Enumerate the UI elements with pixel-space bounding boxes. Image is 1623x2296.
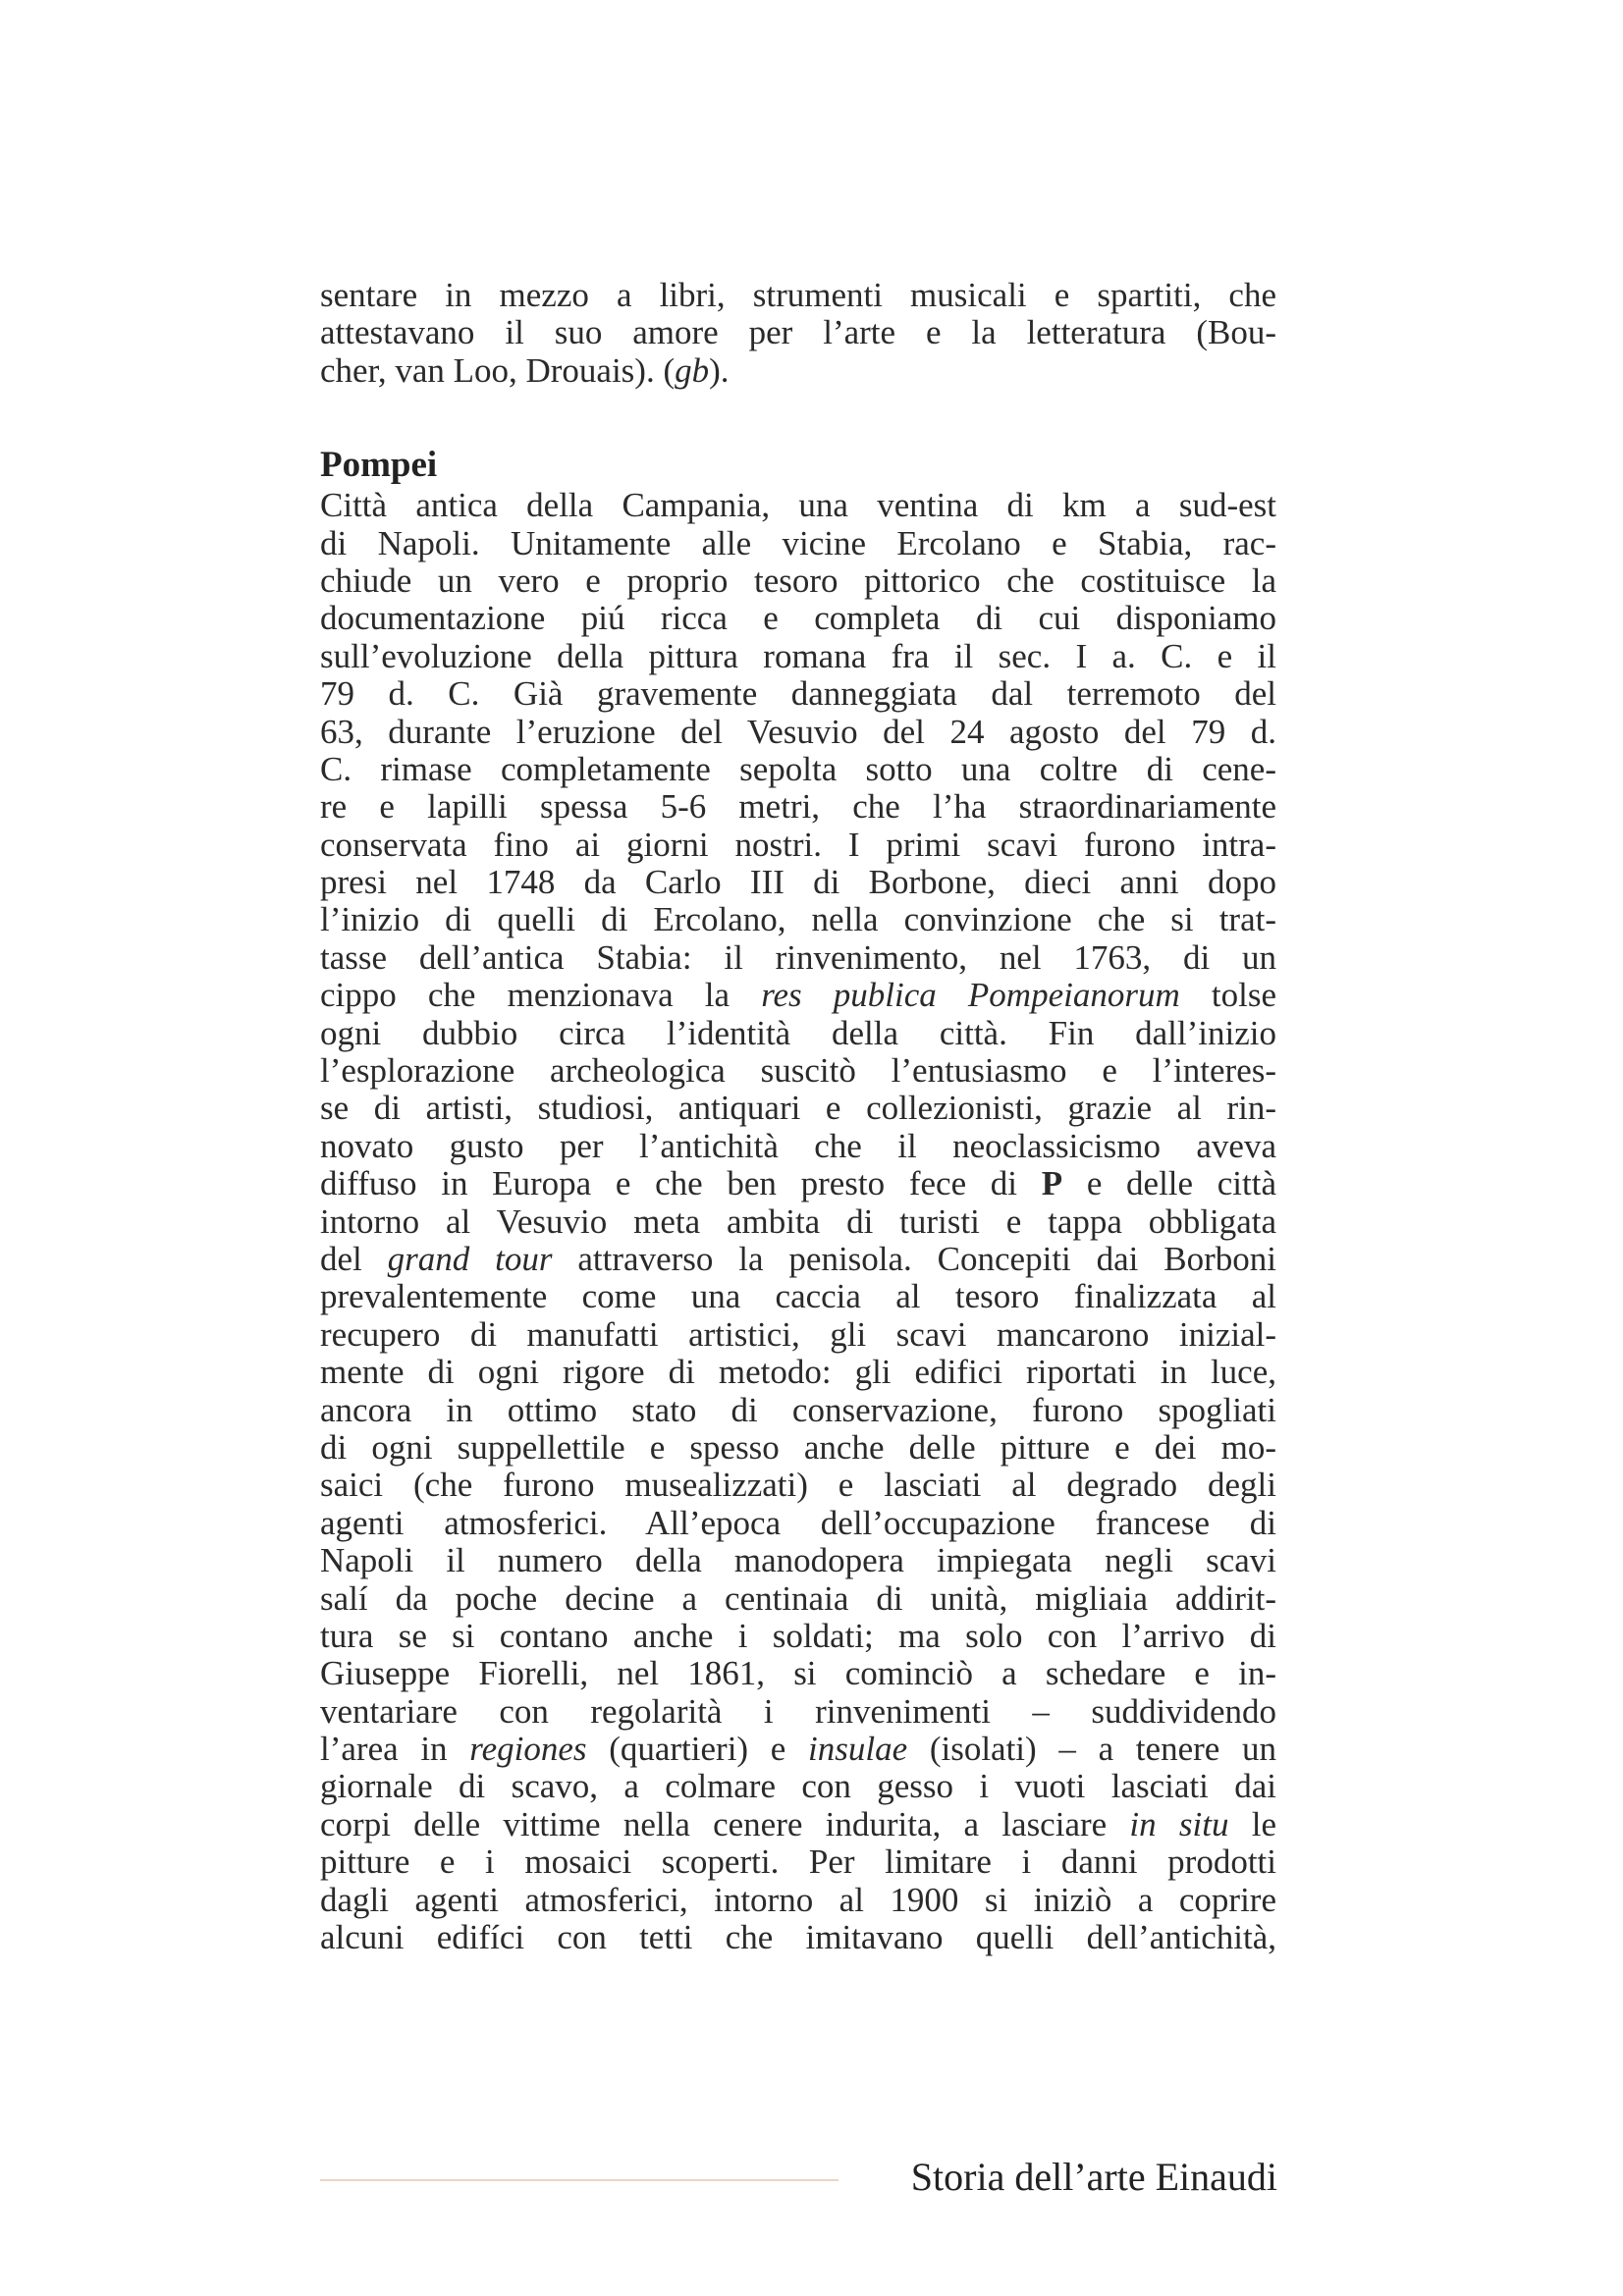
text-line: Napoli il numero della manodopera impiegata negli scavi [320, 1541, 1276, 1580]
text-line: chiude un vero e proprio tesoro pittorico che costituisce la [320, 561, 1276, 600]
text-line: novato gusto per l’antichità che il neoclassicismo aveva [320, 1126, 1276, 1165]
text-line: tasse dell’antica Stabia: il rinvenimento, nel 1763, di un [320, 937, 1276, 977]
italic-term: res publica Pompeianorum [761, 976, 1180, 1015]
text-line [320, 1241, 1276, 1278]
entry-abbreviation: P [1041, 1164, 1063, 1203]
text-line: recupero di manufatti artistici, gli scavi mancarono inizial- [320, 1314, 1276, 1354]
text-line: conservata fino ai giorni nostri. I primi scavi furono intra- [320, 825, 1276, 864]
text-fragment: l’area in [320, 1730, 470, 1769]
text-line: ancora in ottimo stato di conservazione, furono spogliati [320, 1390, 1276, 1429]
text-line: 79 d. C. Già gravemente danneggiata dal terremoto del [320, 674, 1276, 714]
text-line: 63, durante l’eruzione del Vesuvio del 24 agosto del 79 d. [320, 712, 1276, 751]
text-line: agenti atmosferici. All’epoca dell’occupazione francese di [320, 1503, 1276, 1542]
text-line: pitture e i mosaici scoperti. Per limitare i danni prodotti [320, 1842, 1276, 1882]
footer-title: Storia dell’arte Einaudi [910, 2155, 1277, 2199]
text-line: Giuseppe Fiorelli, nel 1861, si cominciò a schedare e in- [320, 1654, 1276, 1693]
text-line: mente di ogni rigore di metodo: gli edifici riportati in luce, [320, 1353, 1276, 1392]
text-column [320, 277, 1276, 1956]
text-line: presi nel 1748 da Carlo III di Borbone, dieci anni dopo [320, 863, 1276, 902]
text-line: Città antica della Campania, una ventina di km a sud-est [320, 486, 1276, 525]
text-line: salí da poche decine a centinaia di unità, migliaia addirit- [320, 1578, 1276, 1618]
italic-term: insulae [808, 1730, 908, 1769]
text-line: ogni dubbio circa l’identità della città. Fin dall’inizio [320, 1013, 1276, 1052]
text-fragment: corpi delle vittime nella cenere indurita, a lasciare [320, 1804, 1130, 1843]
text-line: giornale di scavo, a colmare con gesso i vuoti lasciati dai [320, 1767, 1276, 1806]
italic-term: grand tour [387, 1239, 553, 1278]
text-fragment: (quartieri) e [586, 1730, 809, 1769]
author-signature: gb [675, 350, 710, 390]
text-line: C. rimase completamente sepolta sotto una coltre di cene- [320, 749, 1276, 788]
text-fragment: del [320, 1239, 388, 1278]
text-line [320, 977, 1276, 1014]
intro-paragraph [320, 277, 1276, 390]
text-line: prevalentemente come una caccia al tesoro finalizzata al [320, 1277, 1276, 1316]
text-line: tura se si contano anche i soldati; ma solo con l’arrivo di [320, 1616, 1276, 1655]
italic-term: in situ [1129, 1804, 1229, 1843]
footer-rule [320, 2179, 839, 2181]
text-line [320, 1731, 1276, 1768]
text-line: intorno al Vesuvio meta ambita di turisti e tappa obbligata [320, 1201, 1276, 1241]
text-line: attestavano il suo amore per l’arte e la letteratura (Bou- [320, 313, 1276, 352]
entry-paragraph [320, 487, 1276, 1956]
italic-term: regiones [469, 1730, 587, 1769]
text-line: sull’evoluzione della pittura romana fra il sec. I a. C. e il [320, 636, 1276, 675]
text-line: saici (che furono musealizzati) e lasciati al degrado degli [320, 1466, 1276, 1505]
text-line [320, 1165, 1276, 1202]
text-line: sentare in mezzo a libri, strumenti musicali e spartiti, che [320, 276, 1276, 314]
text-line: di Napoli. Unitamente alle vicine Ercolano e Stabia, rac- [320, 523, 1276, 562]
text-line: l’esplorazione archeologica suscitò l’entusiasmo e l’interes- [320, 1051, 1276, 1091]
text-fragment: attraverso la penisola. Concepiti dai Borboni [552, 1239, 1277, 1278]
text-fragment: tolse [1179, 976, 1276, 1015]
text-fragment: le [1228, 1804, 1276, 1843]
text-line: alcuni edifíci con tetti che imitavano quelli dell’antichità, [320, 1918, 1276, 1957]
text-fragment: e delle città [1062, 1164, 1277, 1203]
text-fragment: cher, van Loo, Drouais). [320, 350, 655, 390]
text-line [320, 1806, 1276, 1843]
text-line: cher, van Loo, Drouais). (gb). [320, 350, 730, 390]
text-fragment: cippo che menzionava la [320, 976, 762, 1015]
entry-title: Pompei [320, 445, 438, 486]
text-line: l’inizio di quelli di Ercolano, nella convinzione che si trat- [320, 900, 1276, 939]
text-line: ventariare con regolarità i rinvenimenti – suddividendo [320, 1691, 1276, 1731]
text-line: dagli agenti atmosferici, intorno al 1900 si iniziò a coprire [320, 1880, 1276, 1919]
text-line: documentazione piú ricca e completa di cui disponiamo [320, 599, 1276, 638]
text-fragment: (isolati) – a tenere un [907, 1730, 1276, 1769]
text-line: re e lapilli spessa 5-6 metri, che l’ha straordinariamente [320, 787, 1276, 827]
text-fragment: diffuso in Europa e che ben presto fece di [320, 1164, 1042, 1203]
text-line: se di artisti, studiosi, antiquari e collezionisti, grazie al rin- [320, 1089, 1276, 1128]
text-line: di ogni suppellettile e spesso anche delle pitture e dei mo- [320, 1427, 1276, 1467]
